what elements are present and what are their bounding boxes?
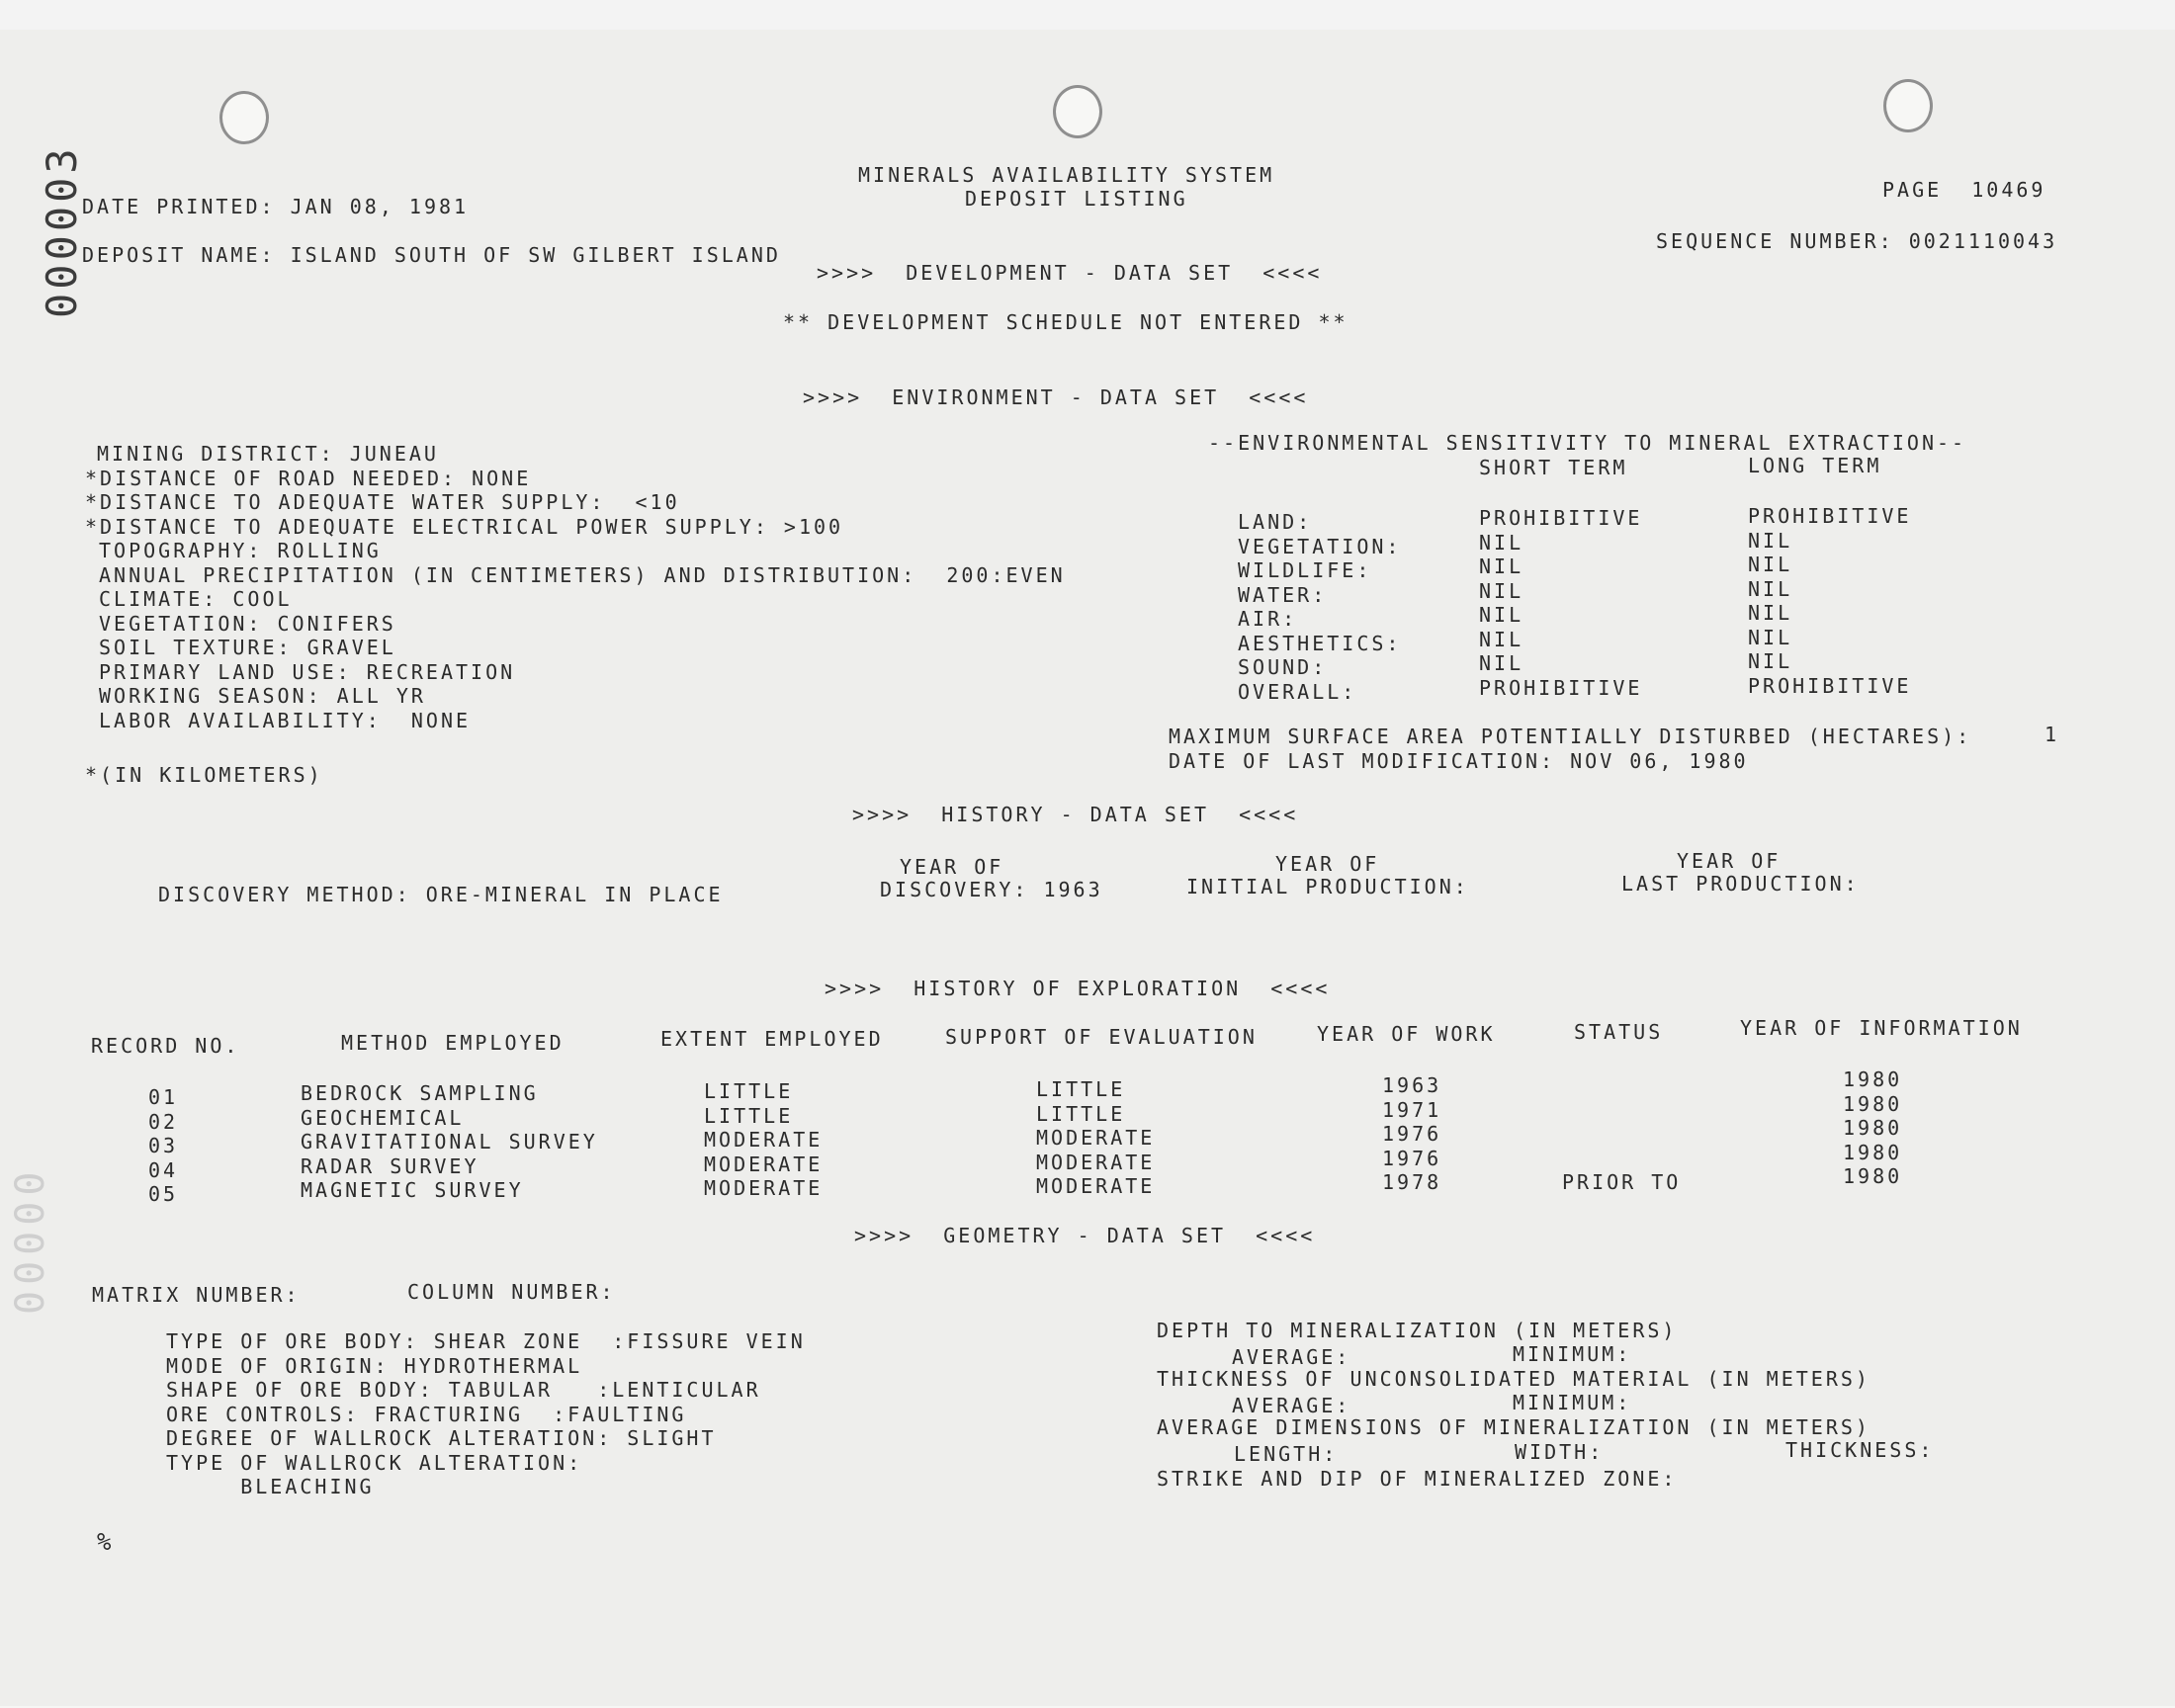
column-number: COLUMN NUMBER: xyxy=(407,1280,616,1304)
sensitivity-long-term: NIL xyxy=(1748,576,1793,601)
geometry-line: BLEACHING xyxy=(166,1475,375,1498)
exploration-cell-support: MODERATE xyxy=(1036,1150,1156,1174)
sensitivity-factor: AIR: xyxy=(1238,607,1298,631)
deposit-name: DEPOSIT NAME: ISLAND SOUTH OF SW GILBERT ISLAND xyxy=(82,243,781,267)
environment-line: TOPOGRAPHY: ROLLING xyxy=(99,539,382,562)
page-number: PAGE 10469 xyxy=(1882,178,2046,202)
thickness-minimum: MINIMUM: xyxy=(1513,1391,1632,1414)
environment-line: VEGETATION: CONIFERS xyxy=(99,611,396,636)
year-of-discovery-label: YEAR OF xyxy=(900,855,1004,879)
matrix-number: MATRIX NUMBER: xyxy=(92,1283,301,1307)
last-modification: DATE OF LAST MODIFICATION: NOV 06, 1980 xyxy=(1169,749,1749,773)
sensitivity-long-term: PROHIBITIVE xyxy=(1748,673,1912,698)
environment-heading: >>>> ENVIRONMENT - DATA SET <<<< xyxy=(803,385,1309,409)
exploration-cell-method: RADAR SURVEY xyxy=(301,1153,479,1178)
max-surface-label: MAXIMUM SURFACE AREA POTENTIALLY DISTURBED (HECTARES): xyxy=(1169,725,1972,748)
sensitivity-short-term: NIL xyxy=(1479,555,1524,578)
year-of-initial-label: YEAR OF xyxy=(1275,852,1380,876)
sensitivity-factor: VEGETATION: xyxy=(1238,534,1402,558)
exploration-cell-support: LITTLE xyxy=(1036,1101,1126,1126)
exploration-cell-info: 1980 xyxy=(1843,1140,1903,1164)
col-status: STATUS xyxy=(1574,1020,1664,1044)
exploration-cell-rec: 05 xyxy=(148,1182,179,1206)
strike-dip-label: STRIKE AND DIP OF MINERALIZED ZONE: xyxy=(1157,1467,1678,1491)
sensitivity-factor: SOUND: xyxy=(1238,655,1328,679)
side-faint-code: 00000 xyxy=(8,1165,53,1315)
sensitivity-short-term: NIL xyxy=(1479,651,1524,675)
system-title: MINERALS AVAILABILITY SYSTEM xyxy=(858,163,1275,187)
sequence-number: SEQUENCE NUMBER: 0021110043 xyxy=(1656,229,2058,253)
exploration-cell-method: GEOCHEMICAL xyxy=(301,1105,465,1130)
exploration-cell-method: BEDROCK SAMPLING xyxy=(301,1081,539,1105)
environment-line: MINING DISTRICT: JUNEAU xyxy=(97,442,439,466)
exploration-cell-method: MAGNETIC SURVEY xyxy=(301,1178,524,1202)
environment-line: *DISTANCE TO ADEQUATE ELECTRICAL POWER SUPPLY: >100 xyxy=(85,514,844,539)
sensitivity-short-term: NIL xyxy=(1479,530,1524,555)
sensitivity-long-term: NIL xyxy=(1748,625,1793,649)
sensitivity-long-term: PROHIBITIVE xyxy=(1748,504,1912,528)
exploration-cell-year: 1978 xyxy=(1382,1170,1442,1194)
environment-footnote: *(IN KILOMETERS) xyxy=(85,763,323,787)
exploration-cell-rec: 02 xyxy=(148,1109,179,1134)
exploration-cell-extent: LITTLE xyxy=(704,1079,794,1103)
dim-thickness: THICKNESS: xyxy=(1785,1438,1935,1462)
listing-title: DEPOSIT LISTING xyxy=(965,187,1188,211)
environment-line: CLIMATE: COOL xyxy=(99,587,293,611)
exploration-cell-rec: 03 xyxy=(148,1134,179,1157)
environment-line: WORKING SEASON: ALL YR xyxy=(99,684,426,708)
side-document-code: 000003 xyxy=(38,144,86,318)
exploration-cell-rec: 04 xyxy=(148,1157,179,1182)
sensitivity-factor: LAND: xyxy=(1238,510,1313,534)
year-of-last-label: YEAR OF xyxy=(1677,849,1782,873)
development-note: ** DEVELOPMENT SCHEDULE NOT ENTERED ** xyxy=(783,310,1348,334)
sensitivity-short-term: PROHIBITIVE xyxy=(1479,675,1643,700)
sensitivity-short-term: NIL xyxy=(1479,603,1524,627)
geometry-line: TYPE OF ORE BODY: SHEAR ZONE :FISSURE VEIN xyxy=(166,1329,806,1353)
thickness-label: THICKNESS OF UNCONSOLIDATED MATERIAL (IN METERS) xyxy=(1157,1367,1870,1391)
sensitivity-long-term: NIL xyxy=(1748,649,1793,673)
depth-label: DEPTH TO MINERALIZATION (IN METERS) xyxy=(1157,1319,1678,1342)
exploration-cell-method: GRAVITATIONAL SURVEY xyxy=(301,1130,598,1153)
exploration-cell-extent: MODERATE xyxy=(704,1152,824,1176)
col-support: SUPPORT OF EVALUATION xyxy=(945,1025,1258,1049)
sensitivity-long-term: NIL xyxy=(1748,528,1793,553)
exploration-cell-info: 1980 xyxy=(1843,1091,1903,1116)
col-extent: EXTENT EMPLOYED xyxy=(660,1027,884,1051)
sensitivity-short-term: NIL xyxy=(1479,578,1524,603)
sensitivity-long-term: NIL xyxy=(1748,601,1793,625)
last-production: LAST PRODUCTION: xyxy=(1621,872,1860,896)
exploration-cell-year: 1976 xyxy=(1382,1146,1442,1170)
max-surface-value: 1 xyxy=(2044,723,2060,746)
environment-line: *DISTANCE TO ADEQUATE WATER SUPPLY: <10 xyxy=(85,490,680,514)
scan-top-band xyxy=(0,0,2175,30)
exploration-cell-rec: 01 xyxy=(148,1085,179,1109)
sensitivity-title: --ENVIRONMENTAL SENSITIVITY TO MINERAL EXTRACTION-- xyxy=(1208,431,1967,455)
punch-hole-center xyxy=(1053,85,1102,138)
exploration-cell-extent: MODERATE xyxy=(704,1176,824,1200)
initial-production: INITIAL PRODUCTION: xyxy=(1186,875,1469,898)
environment-line: PRIMARY LAND USE: RECREATION xyxy=(99,659,516,684)
sensitivity-factor: WATER: xyxy=(1238,582,1328,607)
environment-line: *DISTANCE OF ROAD NEEDED: NONE xyxy=(85,466,532,490)
sensitivity-long-term: NIL xyxy=(1748,553,1793,576)
development-heading: >>>> DEVELOPMENT - DATA SET <<<< xyxy=(817,261,1323,285)
exploration-cell-year: 1963 xyxy=(1382,1073,1442,1097)
sensitivity-factor: OVERALL: xyxy=(1238,679,1357,704)
geometry-line: MODE OF ORIGIN: HYDROTHERMAL xyxy=(166,1353,583,1378)
sensitivity-factor: WILDLIFE: xyxy=(1238,558,1372,582)
sensitivity-factor: AESTHETICS: xyxy=(1238,631,1402,655)
discovery-year: DISCOVERY: 1963 xyxy=(880,878,1103,901)
exploration-cell-support: MODERATE xyxy=(1036,1174,1156,1198)
date-printed: DATE PRINTED: JAN 08, 1981 xyxy=(82,195,470,218)
depth-average: AVERAGE: xyxy=(1232,1345,1351,1369)
exploration-cell-year: 1976 xyxy=(1382,1122,1442,1146)
history-heading: >>>> HISTORY - DATA SET <<<< xyxy=(852,803,1299,826)
exploration-cell-info: 1980 xyxy=(1843,1068,1903,1091)
punch-hole-right xyxy=(1883,79,1933,132)
environment-line: LABOR AVAILABILITY: NONE xyxy=(99,708,472,732)
dim-width: WIDTH: xyxy=(1515,1440,1605,1464)
geometry-heading: >>>> GEOMETRY - DATA SET <<<< xyxy=(854,1224,1316,1247)
exploration-cell-info: 1980 xyxy=(1843,1116,1903,1140)
discovery-method: DISCOVERY METHOD: ORE-MINERAL IN PLACE xyxy=(158,883,724,906)
exploration-cell-support: MODERATE xyxy=(1036,1126,1156,1150)
thickness-average: AVERAGE: xyxy=(1232,1394,1351,1417)
geometry-line: ORE CONTROLS: FRACTURING :FAULTING xyxy=(166,1402,687,1426)
col-method: METHOD EMPLOYED xyxy=(341,1031,565,1055)
environment-line: SOIL TEXTURE: GRAVEL xyxy=(99,636,396,659)
exploration-cell-status: PRIOR TO xyxy=(1562,1170,1682,1194)
exploration-cell-extent: LITTLE xyxy=(704,1103,794,1128)
exploration-cell-support: LITTLE xyxy=(1036,1077,1126,1101)
dim-length: LENGTH: xyxy=(1234,1442,1339,1466)
long-term-label: LONG TERM xyxy=(1748,454,1882,477)
col-record-no: RECORD NO. xyxy=(91,1034,240,1058)
sensitivity-short-term: NIL xyxy=(1479,627,1524,651)
geometry-line: TYPE OF WALLROCK ALTERATION: xyxy=(166,1450,583,1475)
exploration-cell-year: 1971 xyxy=(1382,1097,1442,1122)
environment-line: ANNUAL PRECIPITATION (IN CENTIMETERS) AND DISTRIBUTION: 200:EVEN xyxy=(99,562,1066,587)
exploration-heading: >>>> HISTORY OF EXPLORATION <<<< xyxy=(825,977,1331,1000)
short-term-label: SHORT TERM xyxy=(1479,456,1628,479)
footer-mark: % xyxy=(97,1528,115,1556)
punch-hole-left xyxy=(219,91,269,144)
col-year-of-work: YEAR OF WORK xyxy=(1317,1022,1496,1046)
col-year-of-information: YEAR OF INFORMATION xyxy=(1740,1016,2023,1040)
avg-dimensions-label: AVERAGE DIMENSIONS OF MINERALIZATION (IN METERS) xyxy=(1157,1415,1870,1439)
exploration-cell-info: 1980 xyxy=(1843,1164,1903,1188)
exploration-cell-extent: MODERATE xyxy=(704,1128,824,1152)
sensitivity-short-term: PROHIBITIVE xyxy=(1479,506,1643,530)
geometry-line: SHAPE OF ORE BODY: TABULAR :LENTICULAR xyxy=(166,1378,761,1402)
depth-minimum: MINIMUM: xyxy=(1513,1342,1632,1366)
geometry-line: DEGREE OF WALLROCK ALTERATION: SLIGHT xyxy=(166,1426,717,1450)
